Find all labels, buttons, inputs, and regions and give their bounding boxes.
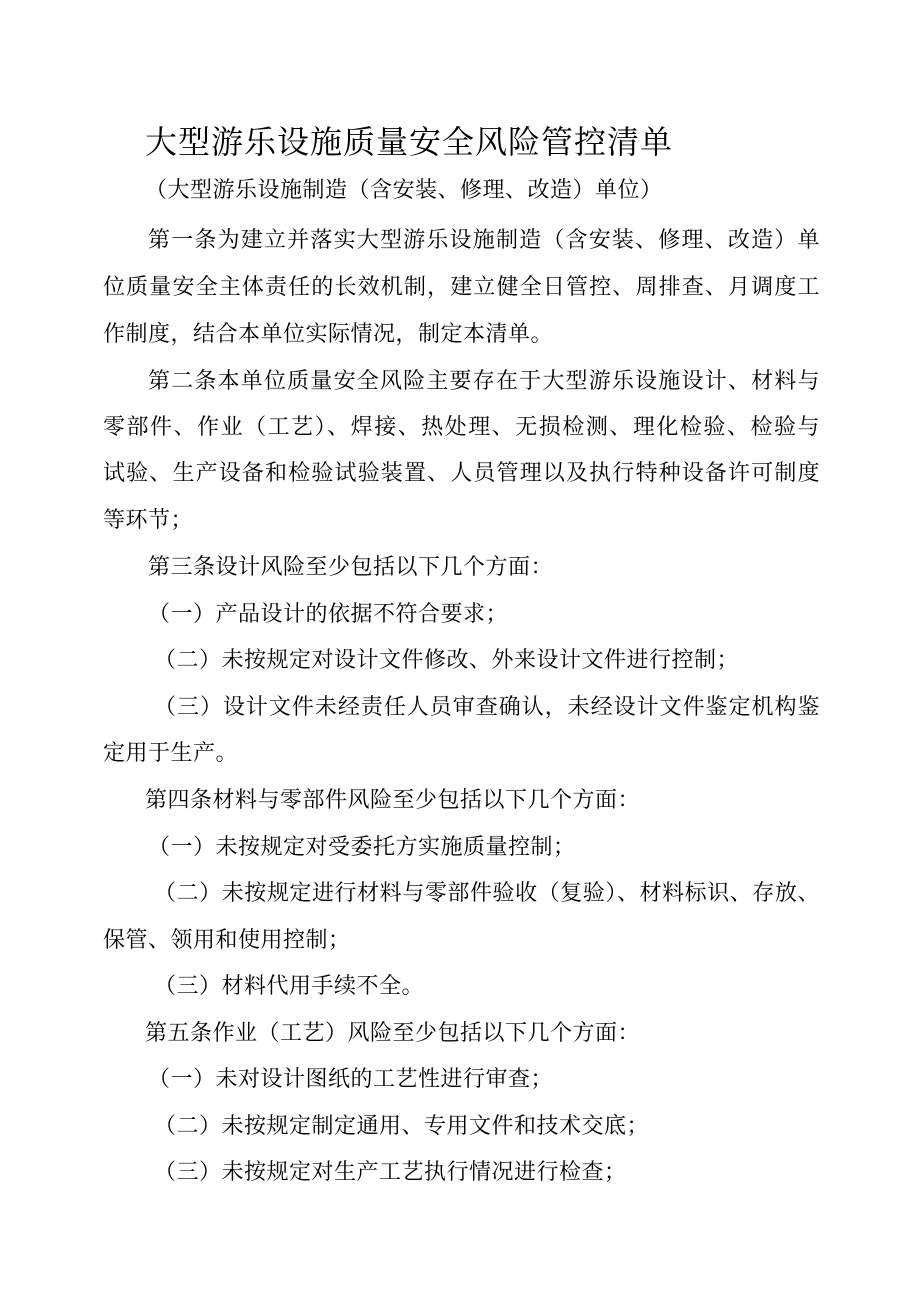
list-item: （二）未按规定进行材料与零部件验收（复验）、材料标识、存放、	[154, 881, 820, 906]
article-heading: 第四条材料与零部件风险至少包括以下几个方面：	[145, 788, 641, 813]
list-item: （一）未按规定对受委托方实施质量控制；	[148, 835, 576, 860]
paragraph-line: 第一条为建立并落实大型游乐设施制造（含安装、修理、改造）单	[148, 228, 820, 253]
list-item: （一）未对设计图纸的工艺性进行审查；	[148, 1067, 554, 1092]
list-item: （三）设计文件未经责任人员审查确认，未经设计文件鉴定机构鉴	[154, 695, 820, 720]
paragraph-line: 试验、生产设备和检验试验装置、人员管理以及执行特种设备许可制度	[103, 461, 820, 486]
list-item: （二）未按规定制定通用、专用文件和技术交底；	[154, 1114, 650, 1139]
list-item-continuation: 保管、领用和使用控制；	[103, 928, 351, 953]
list-item-continuation: 定用于生产。	[103, 741, 239, 766]
list-item: （一）产品设计的依据不符合要求；	[148, 602, 509, 627]
list-item: （三）未按规定对生产工艺执行情况进行检查；	[154, 1160, 627, 1185]
document-title: 大型游乐设施质量安全风险管控清单	[145, 123, 674, 161]
article-heading: 第三条设计风险至少包括以下几个方面：	[148, 555, 554, 580]
article-heading: 第五条作业（工艺）风险至少包括以下几个方面：	[145, 1021, 641, 1046]
paragraph-line: 第二条本单位质量安全风险主要存在于大型游乐设施设计、材料与	[148, 369, 820, 394]
document-subtitle: （大型游乐设施制造（含安装、修理、改造）单位）	[145, 178, 663, 203]
paragraph-line: 零部件、作业（工艺）、焊接、热处理、无损检测、理化检验、检验与	[103, 415, 820, 440]
list-item: （二）未按规定对设计文件修改、外来设计文件进行控制；	[154, 648, 740, 673]
list-item: （三）材料代用手续不全。	[154, 974, 425, 999]
paragraph-line: 作制度，结合本单位实际情况，制定本清单。	[103, 322, 554, 347]
paragraph-line: 等环节；	[103, 508, 194, 533]
paragraph-line: 位质量安全主体责任的长效机制，建立健全日管控、周排查、月调度工	[103, 275, 820, 300]
